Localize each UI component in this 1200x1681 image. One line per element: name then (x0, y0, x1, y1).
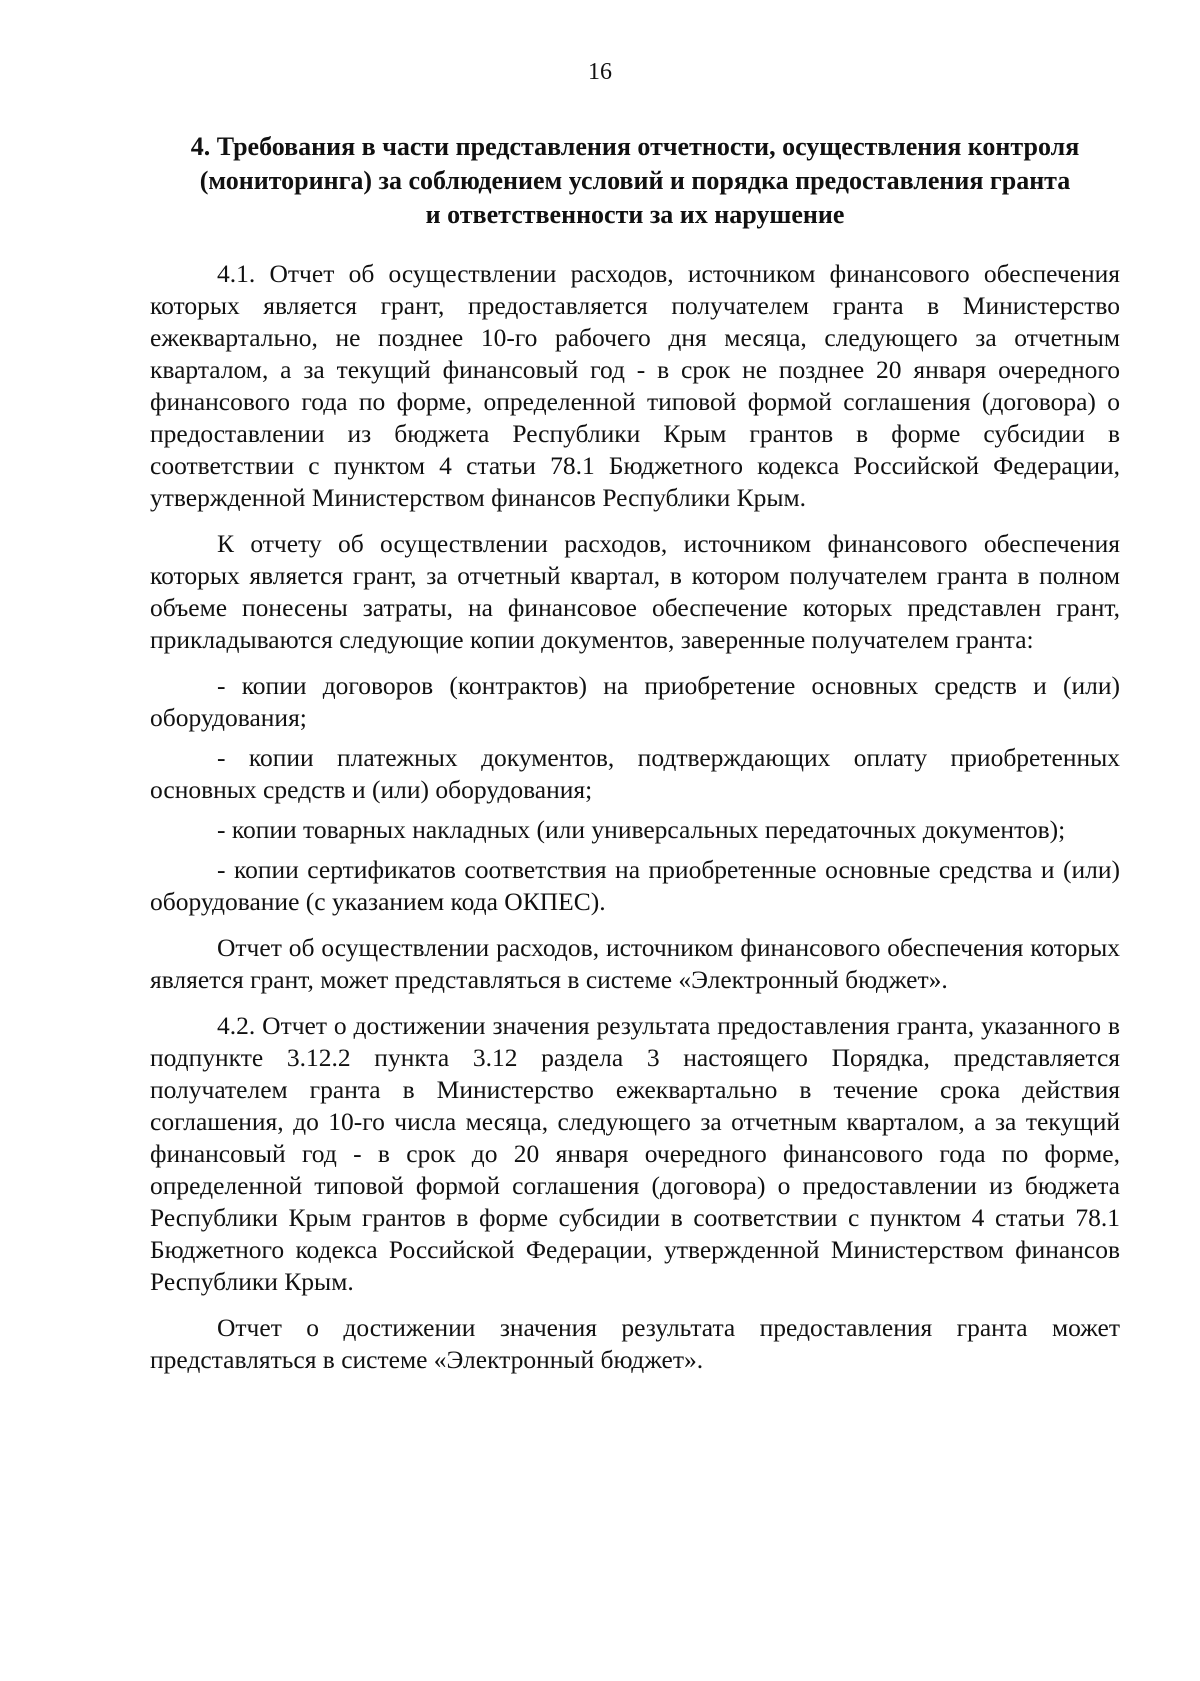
paragraph-4-1: 4.1. Отчет об осуществлении расходов, источником финансового обеспечения которых является грант, предоставляется получателем гранта в Министерство ежеквартально, не позднее 10-го рабочего дня месяца, следующего за отчетным кварталом, а за текущий финансовый год - в срок не позднее 20 января очередного финансового года по форме, определенной типовой формой соглашения (договора) о предоставлении из бюджета Республики Крым грантов в форме субсидии в соответствии с пунктом 4 статьи 78.1 Бюджетного кодекса Российской Федерации, утвержденной Министерством финансов Республики Крым. (150, 259, 1120, 512)
document-body (150, 258, 1120, 1384)
section-heading-line-2: (мониторинга) за соблюдением условий и порядка предоставления гранта (199, 166, 1071, 195)
section-heading (150, 130, 1120, 232)
list-item-payment-documents: - копии платежных документов, подтверждающих оплату приобретенных основных средств и (или) оборудования; (150, 743, 1120, 804)
paragraph-attachments: К отчету об осуществлении расходов, источником финансового обеспечения которых является грант, за отчетный квартал, в котором получателем гранта в полном объеме понесены затраты, на финансовое обеспечение которых представлен грант, прикладываются следующие копии документов, заверенные получателем гранта: (150, 529, 1120, 654)
section-heading-line-3: и ответственности за их нарушение (425, 200, 845, 229)
list-item-waybills: - копии товарных накладных (или универсальных передаточных документов); (217, 815, 1066, 844)
section-heading-line-1: 4. Требования в части представления отчетности, осуществления контроля (190, 132, 1080, 161)
paragraph-electronic-budget-1: Отчет об осуществлении расходов, источником финансового обеспечения которых является грант, может представляться в системе «Электронный бюджет». (150, 933, 1120, 994)
paragraph-4-2: 4.2. Отчет о достижении значения результата предоставления гранта, указанного в подпункте 3.12.2 пункта 3.12 раздела 3 настоящего Порядка, представляется получателем гранта в Министерство ежеквартально в течение срока действия соглашения, до 10-го числа месяца, следующего за отчетным кварталом, а за текущий финансовый год - в срок до 20 января очередного финансового года по форме, определенной типовой формой соглашения (договора) о предоставлении из бюджета Республики Крым грантов в форме субсидии в соответствии с пунктом 4 статьи 78.1 Бюджетного кодекса Российской Федерации, утвержденной Министерством финансов Республики Крым. (150, 1011, 1120, 1296)
page-number: 16 (588, 59, 612, 85)
list-item-contracts: - копии договоров (контрактов) на приобретение основных средств и (или) оборудования; (150, 671, 1120, 732)
list-item-certificates: - копии сертификатов соответствия на приобретенные основные средства и (или) оборудование (с указанием кода ОКПЕС). (150, 855, 1120, 916)
paragraph-electronic-budget-2: Отчет о достижении значения результата предоставления гранта может представляться в системе «Электронный бюджет». (150, 1313, 1120, 1374)
